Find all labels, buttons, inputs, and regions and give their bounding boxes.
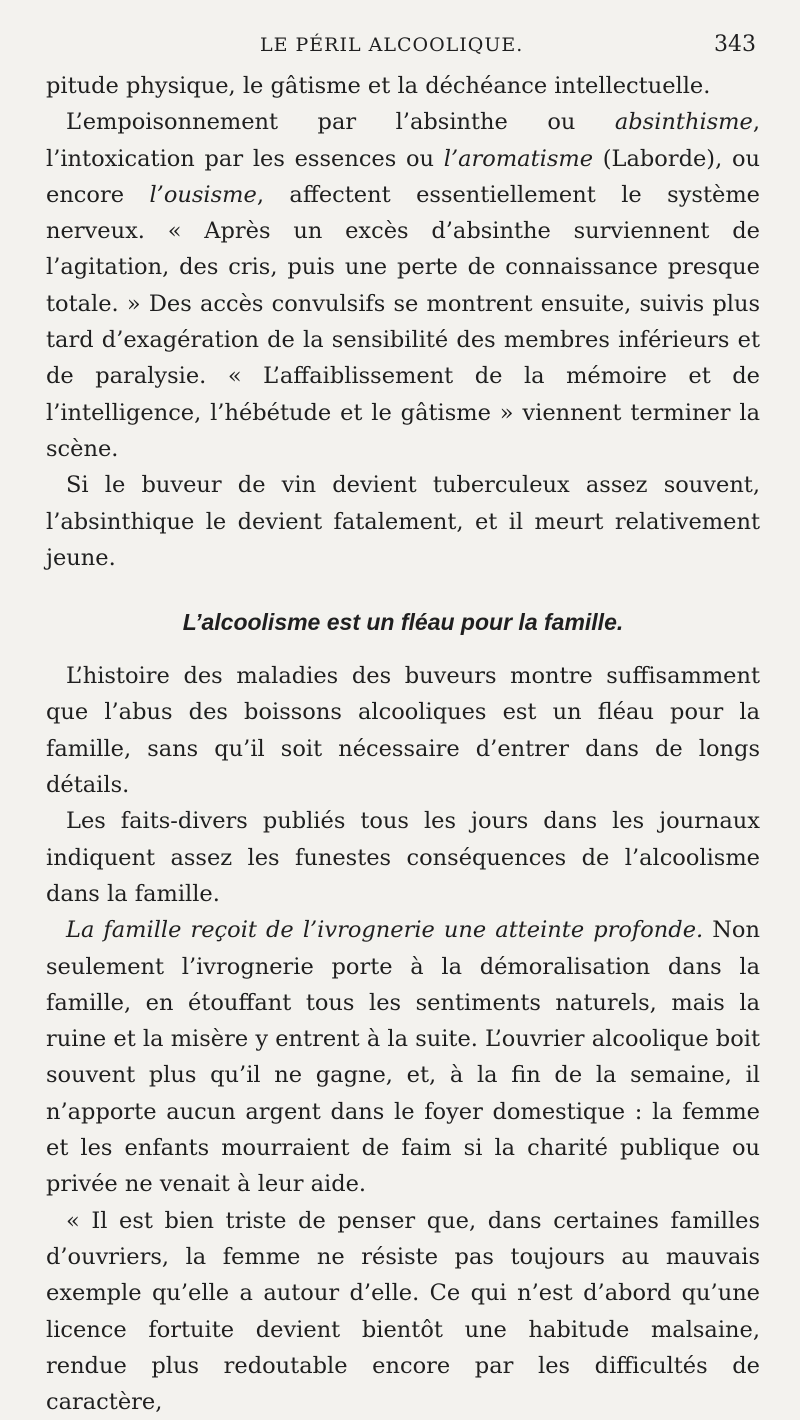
paragraph-history <box>46 658 760 803</box>
section-heading: L’alcoolisme est un fléau pour la famille. <box>182 609 624 636</box>
term-ousisme: l’ousisme <box>149 181 257 208</box>
term-absinthisme: absinthisme <box>614 109 753 136</box>
paragraph-quote <box>46 1203 760 1420</box>
paragraph-continuation <box>46 68 760 104</box>
paragraph-1-text: pitude physique, le gâtisme et la déchéance intellectuelle. <box>46 73 711 99</box>
running-title: LE PÉRIL ALCOOLIQUE. <box>260 34 524 56</box>
paragraph-tuberculosis <box>46 467 760 576</box>
paragraph-5-text: Les faits-divers publiés tous les jours dans les journaux indiquent assez les funestes conséquences de l’alcoolisme dans la famille. <box>46 808 760 907</box>
paragraph-3-text: Si le buveur de vin devient tuberculeux assez souvent, l’absinthique le devient fatalement, et il meurt relativement jeune. <box>46 472 760 571</box>
paragraph-2-part-c: (Laborde), ou encore <box>46 145 760 208</box>
paragraph-4-text: L’histoire des maladies des buveurs montre suffisamment que l’abus des boissons alcooliques est un fléau pour la famille, sans qu’il soit nécessaire d’entrer dans de longs détails. <box>46 663 760 799</box>
page-number: 343 <box>714 32 756 57</box>
paragraph-7-text: « Il est bien triste de penser que, dans certaines familles d’ouvriers, la femme ne résiste pas toujours au mauvais exemple qu’elle a autour d’elle. Ce qui n’est d’abord qu’une licence fortuite devient bientôt une habitude malsaine, rendue plus redoutable encore par les difficultés de caractère, <box>46 1207 760 1416</box>
running-head <box>46 28 760 68</box>
paragraph-2-part-d: , affectent essentiellement le système nerveux. « Après un excès d’absinthe surviennent de l’agitation, des cris, puis une perte de connaissance presque totale. » Des accès convulsifs se montrent ensuite, suivis plus tard d’exagération de la sensibilité des membres inférieurs et de paralysie. « L’affaiblissement de la mémoire et de l’intelligence, l’hébétude et le gâtisme » viennent terminer la scène. <box>46 181 760 462</box>
paragraph-6-lead: La famille reçoit de l’ivrognerie une atteinte profonde. <box>66 917 704 944</box>
term-aromatisme: l’aromatisme <box>443 145 594 172</box>
paragraph-6-text: Non seulement l’ivrognerie porte à la démoralisation dans la famille, en étouffant tous les sentiments naturels, mais la ruine et la misère y entrent à la suite. L’ouvrier alcoolique boit souvent plus qu’il ne gagne, et, à la fin de la semaine, il n’apporte aucun argent dans le foyer domestique : la femme et les enfants mourraient de faim si la charité publique ou privée ne venait à leur aide. <box>46 917 760 1198</box>
body-text <box>46 68 760 1420</box>
paragraph-absinthe <box>46 104 760 467</box>
paragraph-2-part-a: L’empoisonnement par l’absinthe ou <box>66 109 615 136</box>
paragraph-2-part-b: , l’intoxication par les essences ou <box>46 109 760 172</box>
paragraph-family <box>46 912 760 1202</box>
paragraph-news <box>46 803 760 912</box>
